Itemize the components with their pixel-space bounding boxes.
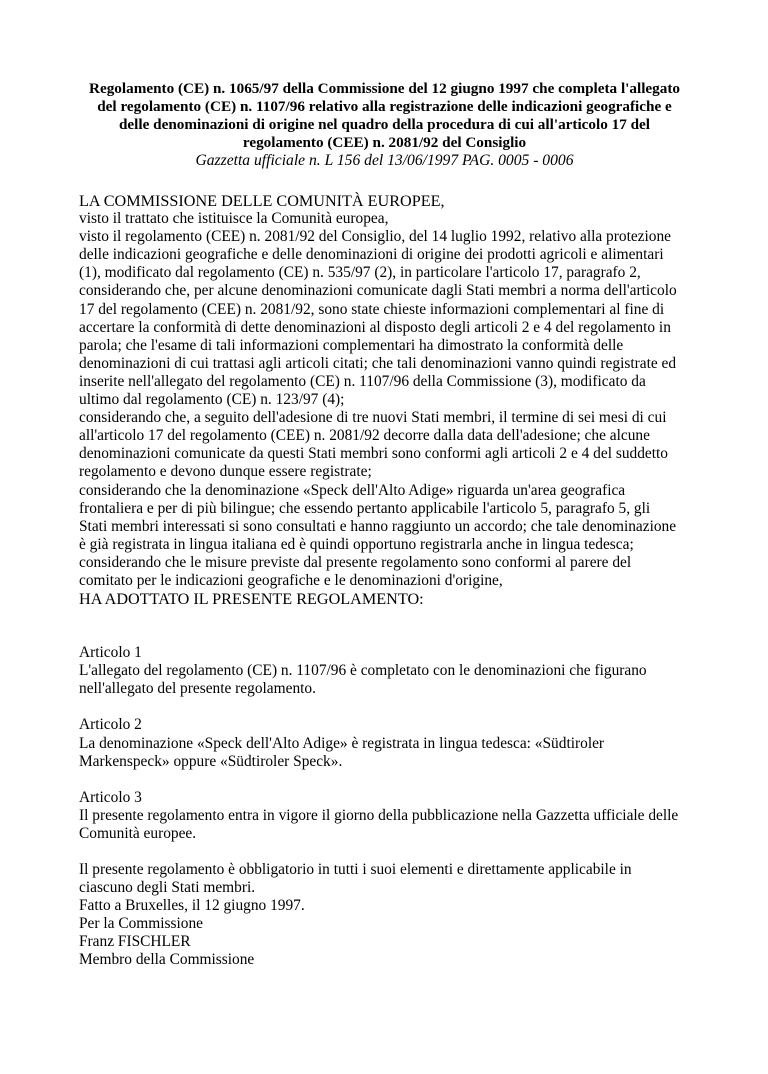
preamble-line: parola; che l'esame di tali informazioni complementari ha dimostrato la conformità delle (79, 336, 624, 354)
spacer (79, 771, 690, 789)
title-line: delle denominazioni di origine nel quadro della procedura di cui all'articolo 17 del (118, 116, 651, 133)
adoption-statement: HA ADOTTATO IL PRESENTE REGOLAMENTO: (79, 590, 424, 609)
document-page (0, 80, 768, 1074)
preamble-line: all'articolo 17 del regolamento (CEE) n. 2081/92 decorre dalla data dell'adesione; che alcune (79, 427, 650, 445)
article-line: Comunità europee. (79, 824, 197, 842)
article-line: Markenspeck» oppure «Südtiroler Speck». (79, 752, 343, 770)
article-label: Articolo 3 (79, 788, 142, 806)
article-line: L'allegato del regolamento (CE) n. 1107/96 è completato con le denominazioni che figurano (79, 662, 647, 680)
title-line: regolamento (CEE) n. 2081/92 del Consiglio (242, 134, 527, 151)
article-label: Articolo 1 (79, 644, 142, 662)
spacer (79, 843, 690, 861)
closing-line: ciascuno degli Stati membri. (79, 879, 256, 897)
preamble-line: è già registrata in lingua italiana ed è quindi opportuno registrarla anche in lingua tedesca; (79, 535, 634, 553)
preamble-line: considerando che, per alcune denominazioni comunicate dagli Stati membri a norma dell'articolo (79, 282, 677, 300)
spacer (79, 608, 690, 644)
preamble-line: accertare la conformità di dette denominazioni al disposto degli articoli 2 e 4 del regolamento in (79, 318, 671, 336)
document-body (79, 192, 690, 970)
article-label: Articolo 2 (79, 716, 142, 734)
preamble-line: considerando che le misure previste dal presente regolamento sono conformi al parere del (79, 553, 632, 571)
preamble-line: 17 del regolamento (CEE) n. 2081/92, sono state chieste informazioni complementari al fine di (79, 300, 665, 318)
title-line: Regolamento (CE) n. 1065/97 della Commissione del 12 giugno 1997 che completa l'allegato (88, 80, 680, 97)
closing-for-commission: Per la Commissione (79, 915, 203, 933)
preamble-line: Stati membri interessati si sono consultati e hanno raggiunto un accordo; che tale denominazione (79, 517, 677, 535)
preamble-line: visto il trattato che istituisce la Comunità europea, (79, 210, 389, 228)
signatory-role: Membro della Commissione (79, 951, 255, 969)
preamble-line: (1), modificato dal regolamento (CE) n. 535/97 (2), in particolare l'articolo 17, paragrafo 2, (79, 264, 641, 282)
preamble-line: delle indicazioni geografiche e delle denominazioni di origine dei prodotti agricoli e alimentari (79, 246, 664, 264)
preamble-line: denominazioni comunicate da questi Stati membri sono conformi agli articoli 2 e 4 del suddetto (79, 445, 668, 463)
preamble-line: comitato per le indicazioni geografiche e le denominazioni d'origine, (79, 571, 503, 589)
article-3 (79, 789, 690, 843)
preamble-text (79, 210, 690, 590)
spacer (79, 698, 690, 716)
document-header (79, 80, 690, 170)
title-line: del regolamento (CE) n. 1107/96 relativo alla registrazione delle indicazioni geografiche e (97, 98, 672, 115)
article-2 (79, 716, 690, 770)
preamble-line: denominazioni di cui trattasi agli articoli citati; che tali denominazioni vanno quindi registrate ed (79, 354, 677, 372)
preamble-line: considerando che la denominazione «Speck dell'Alto Adige» riguarda un'area geografica (79, 481, 626, 499)
preamble-line: frontaliera e per di più bilingue; che essendo pertanto applicabile l'articolo 5, paragrafo 5, gli (79, 499, 651, 517)
article-line: Il presente regolamento entra in vigore il giorno della pubblicazione nella Gazzetta ufficiale delle (79, 806, 679, 824)
preamble-heading: LA COMMISSIONE DELLE COMUNITÀ EUROPEE, (79, 192, 445, 210)
article-1 (79, 644, 690, 698)
closing-place-date: Fatto a Bruxelles, il 12 giugno 1997. (79, 897, 305, 915)
article-line: La denominazione «Speck dell'Alto Adige» è registrata in lingua tedesca: «Südtiroler (79, 734, 605, 752)
preamble-line: ultimo dal regolamento (CE) n. 123/97 (4); (79, 391, 345, 409)
preamble-line: regolamento e devono dunque essere registrate; (79, 463, 372, 481)
document-title (79, 80, 690, 152)
signatory-name: Franz FISCHLER (79, 933, 191, 951)
preamble-line: inserite nell'allegato del regolamento (CE) n. 1107/96 della Commissione (3), modificato da (79, 372, 646, 390)
article-line: nell'allegato del presente regolamento. (79, 680, 316, 698)
preamble-line: considerando che, a seguito dell'adesione di tre nuovi Stati membri, il termine di sei mesi di cui (79, 409, 667, 427)
closing-line: Il presente regolamento è obbligatorio in tutti i suoi elementi e direttamente applicabile in (79, 861, 632, 878)
preamble-line: visto il regolamento (CEE) n. 2081/92 del Consiglio, del 14 luglio 1992, relativo alla protezione (79, 228, 672, 246)
closing-block (79, 861, 690, 970)
gazette-reference: Gazzetta ufficiale n. L 156 del 13/06/1997 PAG. 0005 - 0006 (195, 152, 574, 169)
